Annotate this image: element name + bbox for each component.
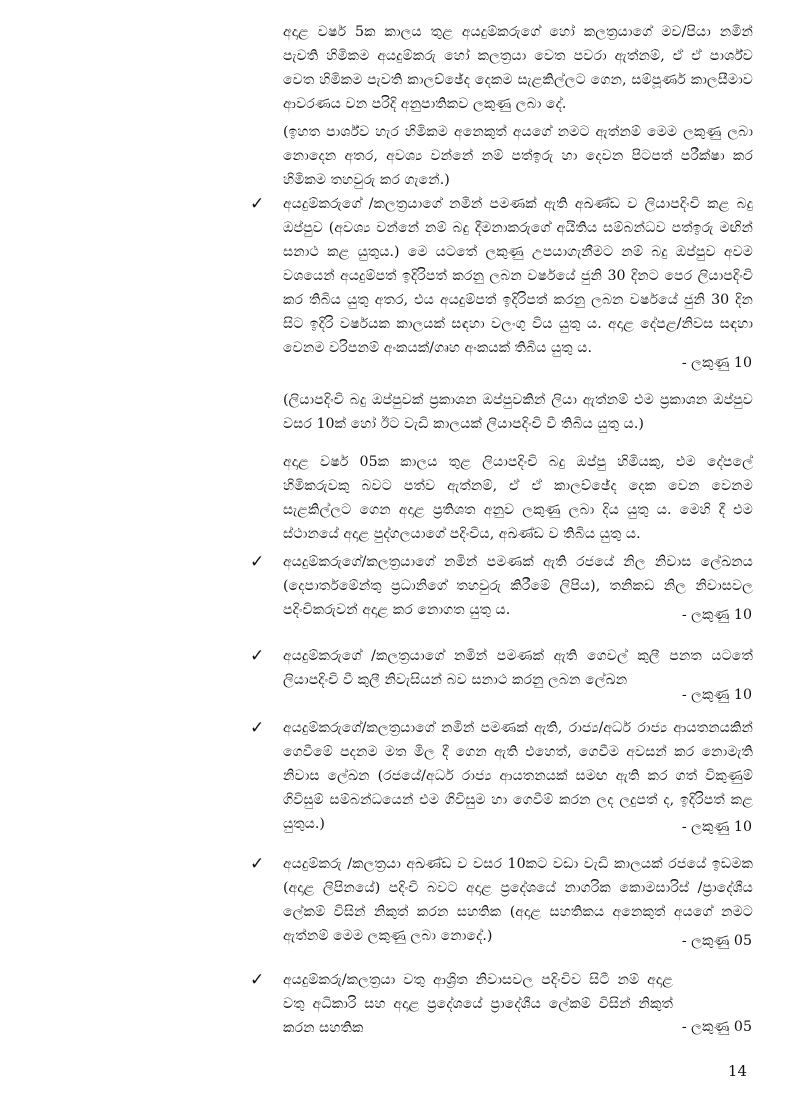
- intro-paragraph-1: අදාළ වර්ෂ 5ක කාලය තුළ අයදුම්කරුගේ හෝ කලත්‍රයාගේ මව/පියා නමින් පැවති හිමිකම අයදුම්කරු හෝ කලත්‍රයා වෙත පවරා ඇත්නම්, ඒ ඒ පාර්ශ්ව වෙත හිමිකම පැවති කාලච්ඡේද දෙකම සැළකිල්ලට ගෙන, සම්පූර්ණ කාලසීමාව ආවරණය වන පරිදි අනුපාතිකව ලකුණු ලබා දේ.: [283, 24, 753, 112]
- item-state-land-marks: - ලකුණු 05: [681, 933, 752, 949]
- item-govt-quarters-marks: - ලකුණු 10: [681, 607, 752, 623]
- checkmark-icon: ✓: [250, 718, 265, 738]
- lease-note-2: අදාළ වර්ෂ 05ක කාලය තුළ ලියාපදිංචි බදු ඔප්පු හිමියකු, එම දේපලේ හිමිකරුවකු බවට පත්ව ඇත්නම්, ඒ ඒ කාලච්ඡේද දෙක වෙන වෙනම සැළකිල්ලට ගෙන අදාළ ප්‍රතිශත අනුව ලකුණු ලබා දිය යුතු ය. මෙහි දී එම ස්ථානයේ අදාළ පුද්ගලයාගේ පදිංචිය, අඛණ්ඩ ව තිබිය යුතු ය.: [283, 454, 753, 542]
- checkmark-icon: ✓: [250, 552, 265, 572]
- checkmark-icon: ✓: [250, 970, 265, 990]
- item-estate-housing-marks: - ලකුණු 05: [681, 1019, 752, 1035]
- item-rent-act-marks: - ලකුණු 10: [681, 687, 752, 703]
- checkmark-icon: ✓: [250, 854, 265, 874]
- item-govt-quarters: අයදුම්කරුගේ/කලත්‍රයාගේ නමින් පමණක් ඇති රජයේ නිල නිවාස ලේඛනය (දෙපාර්තමේන්තු ප්‍රධානිගේ තහවුරු කිරීමේ ලිපිය), තනිකඩ නිල නිවාසවල පදිංචිකරුවන් අදාළ කර නොගත යුතු ය.: [283, 554, 753, 618]
- item-installment-purchase-marks: - ලකුණු 10: [681, 819, 752, 835]
- item-rent-act: අයදුම්කරුගේ /කලත්‍රයාගේ නමින් පමණක් ඇති ගෙවල් කුලී පනත යටතේ ලියාපදිංචි වී කුලී නිවැසියන් බව සනාථ කරනු ලබන ලේඛන: [283, 648, 753, 688]
- intro-paragraph-2: (ඉහත පාර්ශ්ව හැර හිමිකම අනෙකුත් අයගේ නමට ඇත්නම් මෙම ලකුණු ලබා නොදෙන අතර, අවශ්‍ය වන්නේ නම් පත්ඉරු හා දෙවන පිටපත් පරීක්ෂා කර හිමිකම තහවුරු කර ගැනේ.): [283, 124, 753, 188]
- checkmark-icon: ✓: [250, 646, 265, 666]
- checkmark-icon: ✓: [250, 194, 265, 214]
- item-installment-purchase: අයදුම්කරුගේ/කලත්‍රයාගේ නමින් පමණක් ඇති, රාජ්‍ය/අර්ධ රාජ්‍ය ආයතනයකින් ගෙවීමේ පදනම මත මිල දී ගෙන ඇති එහෙත්, ගෙවීම අවසන් කර නොමැති නිවාස ලේඛන (රජයේ/අර්ධ රාජ්‍ය ආයතනයක් සමඟ ඇති කර ගත් විකුණුම් ගිවිසුම් සම්බන්ධයෙන් එම ගිවිසුම හා ගෙවීම් කරන ලද ලදුපත් ද, ඉදිරිපත් කළ යුතුය.): [283, 720, 753, 832]
- item-estate-housing: අයදුම්කරු/කලත්‍රයා වතු ආශ්‍රිත නිවාසවල පදිංචිව සිටී නම් අදාළ වතු අධිකාරි සහ අදාළ ප්‍රදේශයේ ප්‍රාදේශීය ලේකම් විසින් නිකුත් කරන සහතික: [283, 972, 673, 1036]
- lease-note-1: (ලියාපදිංචි බදු ඔප්පුවක් ප්‍රකාශන ඔප්පුවකින් ලියා ඇත්නම් එම ප්‍රකාශන ඔප්පුව වසර 10ක් හෝ ඊට වැඩි කාලයක් ලියාපදිංචි වී තිබිය යුතු ය.): [283, 392, 753, 432]
- item-lease-deed: අයදුම්කරුගේ /කලත්‍රයාගේ නමින් පමණක් ඇති අඛණ්ඩ ව ලියාපදිංචි කළ බදු ඔප්පුව (අවශ්‍ය වන්නේ නම් බදු දීමනාකරුගේ අයිතිය සම්බන්ධව පත්ඉරු මඟින් සනාථ කළ යුතුය.) මෙ යටතේ ලකුණු උපයාගැනීමට නම් බදු ඔප්පුව අවම වශයෙන් අයදුම්පත් ඉදිරිපත් කරනු ලබන වර්ෂයේ ජුනි 30 දිනට පෙර ලියාපදිංචි කර තිබිය යුතු අතර, එය අයදුම්පත් ඉදිරිපත් කරනු ලබන වර්ෂයේ ජුනි 30 දින සිට ඉදිරි වර්ෂයක කාලයක් සඳහා වලංගු විය යුතු ය. අදාළ දේපළ/නිවස සඳහා වෙනම වරිපනම් අංකයක්/ගෘහ අංකයක් තිබිය යුතු ය.: [283, 196, 753, 356]
- page-number: 14: [727, 1062, 747, 1080]
- item-state-land: අයදුම්කරු /කලත්‍රයා අඛණ්ඩ ව වසර 10කට වඩා වැඩි කාලයක් රජයේ ඉඩමක (අදාළ ලිපිනයේ) පදිංචි බවට අදාළ ප්‍රදේශයේ නාගරික කොමසාරිස් /ප්‍රාදේශීය ලේකම් විසින් නිකුත් කරන සහතික (අදාළ සහතිකය අනෙකුත් අයගේ නමට ඇත්නම් මෙම ලකුණු ලබා නොදේ.): [283, 856, 753, 944]
- item-lease-deed-marks: - ලකුණු 10: [681, 355, 752, 371]
